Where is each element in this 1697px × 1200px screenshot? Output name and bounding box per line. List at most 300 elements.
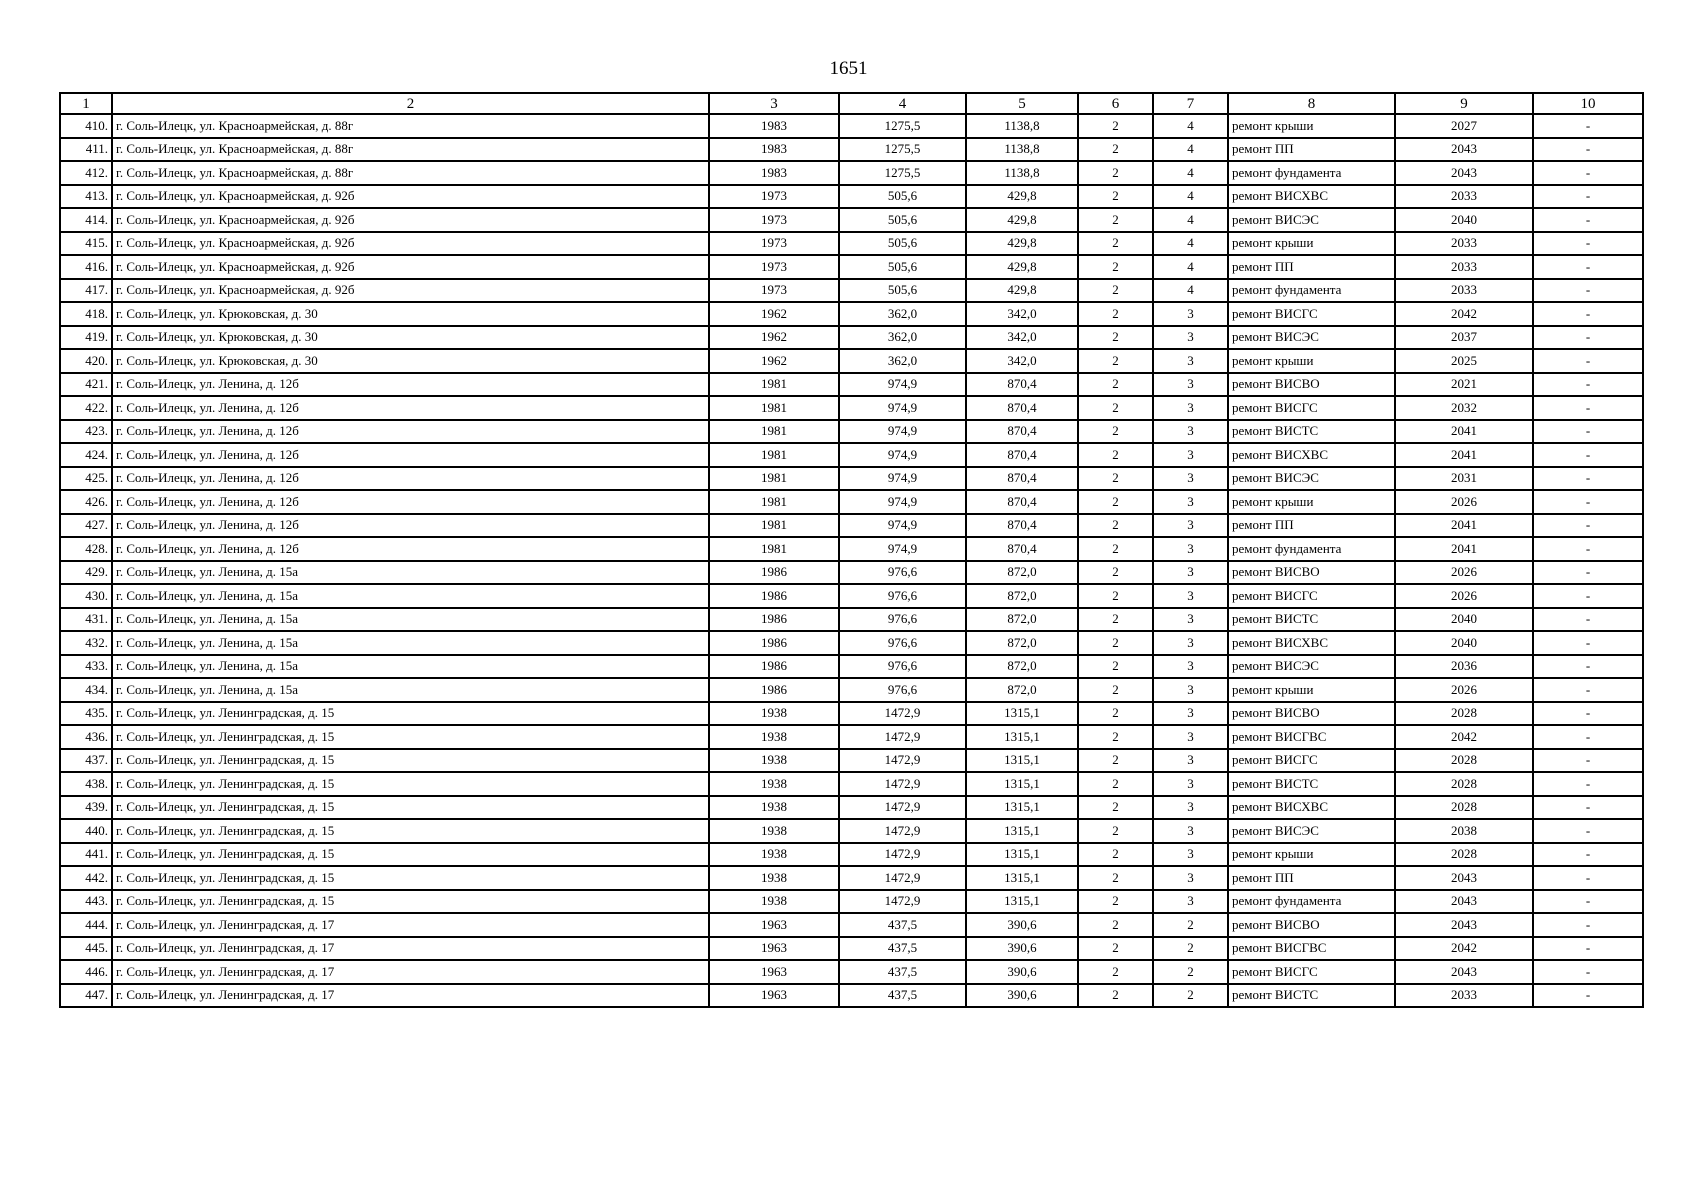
cell-repair-type: ремонт ВИСГС (1228, 749, 1395, 773)
cell-row-number: 431. (60, 608, 112, 632)
cell-build-year: 1986 (709, 608, 839, 632)
cell-floors: 3 (1153, 749, 1228, 773)
table-row (60, 772, 1643, 796)
cell-address: г. Соль-Илецк, ул. Ленина, д. 12б (112, 467, 709, 491)
cell-repair-year: 2038 (1395, 819, 1533, 843)
cell-floors-min: 2 (1078, 608, 1153, 632)
cell-note: - (1533, 772, 1643, 796)
cell-living-area: 1315,1 (966, 725, 1078, 749)
table-row (60, 984, 1643, 1008)
column-header-1: 1 (60, 93, 112, 114)
table-row (60, 608, 1643, 632)
table-row (60, 420, 1643, 444)
cell-floors-min: 2 (1078, 843, 1153, 867)
cell-repair-year: 2026 (1395, 584, 1533, 608)
cell-floors-min: 2 (1078, 537, 1153, 561)
column-header-3: 3 (709, 93, 839, 114)
cell-floors-min: 2 (1078, 302, 1153, 326)
cell-repair-year: 2043 (1395, 161, 1533, 185)
cell-living-area: 1315,1 (966, 772, 1078, 796)
cell-repair-year: 2036 (1395, 655, 1533, 679)
cell-repair-year: 2028 (1395, 749, 1533, 773)
cell-floors-min: 2 (1078, 326, 1153, 350)
table-row (60, 655, 1643, 679)
cell-total-area: 362,0 (839, 349, 966, 373)
cell-note: - (1533, 490, 1643, 514)
cell-floors: 3 (1153, 843, 1228, 867)
cell-note: - (1533, 937, 1643, 961)
cell-address: г. Соль-Илецк, ул. Ленина, д. 15а (112, 631, 709, 655)
cell-floors: 3 (1153, 772, 1228, 796)
cell-build-year: 1938 (709, 843, 839, 867)
table-row (60, 843, 1643, 867)
cell-address: г. Соль-Илецк, ул. Ленинградская, д. 15 (112, 796, 709, 820)
cell-row-number: 416. (60, 255, 112, 279)
cell-repair-year: 2025 (1395, 349, 1533, 373)
cell-floors: 3 (1153, 866, 1228, 890)
table-row (60, 467, 1643, 491)
cell-note: - (1533, 443, 1643, 467)
cell-floors-min: 2 (1078, 772, 1153, 796)
cell-note: - (1533, 655, 1643, 679)
cell-build-year: 1973 (709, 255, 839, 279)
cell-row-number: 429. (60, 561, 112, 585)
cell-living-area: 342,0 (966, 349, 1078, 373)
cell-floors: 3 (1153, 349, 1228, 373)
cell-repair-type: ремонт ВИСХВС (1228, 796, 1395, 820)
cell-note: - (1533, 960, 1643, 984)
cell-repair-year: 2033 (1395, 232, 1533, 256)
cell-row-number: 424. (60, 443, 112, 467)
table-row (60, 373, 1643, 397)
cell-address: г. Соль-Илецк, ул. Крюковская, д. 30 (112, 326, 709, 350)
cell-total-area: 437,5 (839, 913, 966, 937)
cell-floors-min: 2 (1078, 255, 1153, 279)
cell-living-area: 872,0 (966, 608, 1078, 632)
cell-build-year: 1981 (709, 537, 839, 561)
cell-floors-min: 2 (1078, 420, 1153, 444)
table-row (60, 114, 1643, 138)
cell-repair-year: 2042 (1395, 725, 1533, 749)
cell-note: - (1533, 796, 1643, 820)
cell-living-area: 870,4 (966, 490, 1078, 514)
cell-total-area: 976,6 (839, 678, 966, 702)
cell-row-number: 447. (60, 984, 112, 1008)
cell-repair-type: ремонт ВИСХВС (1228, 631, 1395, 655)
cell-repair-year: 2021 (1395, 373, 1533, 397)
cell-floors: 3 (1153, 819, 1228, 843)
cell-repair-year: 2041 (1395, 443, 1533, 467)
table-row (60, 631, 1643, 655)
page-number: 1651 (829, 58, 868, 79)
cell-repair-year: 2043 (1395, 890, 1533, 914)
cell-build-year: 1981 (709, 420, 839, 444)
table-row (60, 302, 1643, 326)
cell-living-area: 1138,8 (966, 114, 1078, 138)
cell-living-area: 390,6 (966, 937, 1078, 961)
cell-floors-min: 2 (1078, 796, 1153, 820)
cell-repair-type: ремонт ВИСХВС (1228, 443, 1395, 467)
cell-living-area: 1315,1 (966, 843, 1078, 867)
cell-row-number: 410. (60, 114, 112, 138)
cell-row-number: 415. (60, 232, 112, 256)
table-header-row (60, 93, 1643, 114)
column-header-7: 7 (1153, 93, 1228, 114)
cell-total-area: 1472,9 (839, 819, 966, 843)
cell-living-area: 342,0 (966, 302, 1078, 326)
cell-address: г. Соль-Илецк, ул. Ленинградская, д. 15 (112, 819, 709, 843)
cell-floors-min: 2 (1078, 678, 1153, 702)
table-row (60, 185, 1643, 209)
cell-build-year: 1938 (709, 702, 839, 726)
cell-repair-type: ремонт ВИСЭС (1228, 467, 1395, 491)
cell-note: - (1533, 866, 1643, 890)
cell-living-area: 872,0 (966, 678, 1078, 702)
cell-repair-year: 2041 (1395, 514, 1533, 538)
cell-floors-min: 2 (1078, 138, 1153, 162)
cell-repair-type: ремонт ВИСГВС (1228, 725, 1395, 749)
cell-build-year: 1962 (709, 349, 839, 373)
cell-repair-year: 2033 (1395, 255, 1533, 279)
cell-floors: 2 (1153, 913, 1228, 937)
cell-floors-min: 2 (1078, 937, 1153, 961)
cell-row-number: 413. (60, 185, 112, 209)
cell-build-year: 1938 (709, 890, 839, 914)
cell-note: - (1533, 702, 1643, 726)
cell-floors: 3 (1153, 584, 1228, 608)
table-row (60, 702, 1643, 726)
cell-total-area: 1472,9 (839, 866, 966, 890)
cell-floors: 4 (1153, 255, 1228, 279)
cell-repair-type: ремонт крыши (1228, 232, 1395, 256)
cell-address: г. Соль-Илецк, ул. Красноармейская, д. 92б (112, 279, 709, 303)
cell-note: - (1533, 208, 1643, 232)
cell-repair-year: 2028 (1395, 843, 1533, 867)
cell-floors: 2 (1153, 937, 1228, 961)
cell-floors-min: 2 (1078, 349, 1153, 373)
cell-floors-min: 2 (1078, 185, 1153, 209)
cell-address: г. Соль-Илецк, ул. Ленинградская, д. 17 (112, 913, 709, 937)
cell-repair-type: ремонт ВИСЭС (1228, 326, 1395, 350)
cell-living-area: 1315,1 (966, 866, 1078, 890)
cell-repair-year: 2041 (1395, 420, 1533, 444)
cell-floors-min: 2 (1078, 373, 1153, 397)
cell-floors: 3 (1153, 326, 1228, 350)
cell-build-year: 1981 (709, 396, 839, 420)
cell-total-area: 437,5 (839, 960, 966, 984)
cell-floors-min: 2 (1078, 584, 1153, 608)
cell-build-year: 1986 (709, 678, 839, 702)
cell-floors: 3 (1153, 655, 1228, 679)
cell-floors: 3 (1153, 420, 1228, 444)
cell-row-number: 422. (60, 396, 112, 420)
cell-address: г. Соль-Илецк, ул. Ленина, д. 12б (112, 420, 709, 444)
cell-floors: 4 (1153, 232, 1228, 256)
cell-row-number: 425. (60, 467, 112, 491)
cell-repair-type: ремонт ВИСЭС (1228, 208, 1395, 232)
cell-row-number: 444. (60, 913, 112, 937)
cell-note: - (1533, 138, 1643, 162)
cell-repair-type: ремонт ВИСХВС (1228, 185, 1395, 209)
cell-row-number: 420. (60, 349, 112, 373)
cell-build-year: 1938 (709, 796, 839, 820)
cell-address: г. Соль-Илецк, ул. Красноармейская, д. 92б (112, 232, 709, 256)
cell-total-area: 362,0 (839, 326, 966, 350)
cell-note: - (1533, 467, 1643, 491)
cell-repair-year: 2043 (1395, 913, 1533, 937)
cell-floors: 3 (1153, 608, 1228, 632)
table-row (60, 678, 1643, 702)
cell-total-area: 974,9 (839, 490, 966, 514)
cell-floors: 4 (1153, 185, 1228, 209)
cell-repair-type: ремонт ПП (1228, 514, 1395, 538)
cell-repair-year: 2027 (1395, 114, 1533, 138)
cell-repair-type: ремонт ВИСГС (1228, 584, 1395, 608)
column-header-6: 6 (1078, 93, 1153, 114)
table-row (60, 349, 1643, 373)
cell-build-year: 1938 (709, 819, 839, 843)
cell-row-number: 440. (60, 819, 112, 843)
cell-build-year: 1973 (709, 232, 839, 256)
cell-address: г. Соль-Илецк, ул. Ленина, д. 15а (112, 655, 709, 679)
cell-floors-min: 2 (1078, 984, 1153, 1008)
cell-floors-min: 2 (1078, 913, 1153, 937)
cell-build-year: 1938 (709, 749, 839, 773)
cell-repair-type: ремонт ПП (1228, 866, 1395, 890)
cell-living-area: 870,4 (966, 537, 1078, 561)
cell-living-area: 1315,1 (966, 796, 1078, 820)
cell-floors-min: 2 (1078, 725, 1153, 749)
cell-total-area: 362,0 (839, 302, 966, 326)
cell-row-number: 438. (60, 772, 112, 796)
table-row (60, 514, 1643, 538)
cell-repair-type: ремонт ПП (1228, 138, 1395, 162)
table-row (60, 537, 1643, 561)
cell-total-area: 1472,9 (839, 796, 966, 820)
cell-note: - (1533, 279, 1643, 303)
cell-row-number: 432. (60, 631, 112, 655)
cell-repair-year: 2028 (1395, 772, 1533, 796)
table-row (60, 255, 1643, 279)
cell-living-area: 390,6 (966, 913, 1078, 937)
cell-floors: 3 (1153, 561, 1228, 585)
cell-address: г. Соль-Илецк, ул. Крюковская, д. 30 (112, 349, 709, 373)
cell-note: - (1533, 819, 1643, 843)
cell-row-number: 419. (60, 326, 112, 350)
cell-address: г. Соль-Илецк, ул. Ленина, д. 12б (112, 396, 709, 420)
cell-floors-min: 2 (1078, 490, 1153, 514)
cell-living-area: 429,8 (966, 255, 1078, 279)
cell-repair-year: 2032 (1395, 396, 1533, 420)
cell-floors: 3 (1153, 537, 1228, 561)
cell-floors-min: 2 (1078, 208, 1153, 232)
cell-repair-year: 2043 (1395, 138, 1533, 162)
cell-build-year: 1981 (709, 373, 839, 397)
cell-build-year: 1963 (709, 984, 839, 1008)
cell-floors: 3 (1153, 302, 1228, 326)
cell-living-area: 870,4 (966, 396, 1078, 420)
cell-address: г. Соль-Илецк, ул. Ленинградская, д. 17 (112, 960, 709, 984)
cell-floors: 3 (1153, 702, 1228, 726)
cell-note: - (1533, 185, 1643, 209)
cell-address: г. Соль-Илецк, ул. Ленинградская, д. 15 (112, 772, 709, 796)
cell-total-area: 505,6 (839, 255, 966, 279)
cell-row-number: 445. (60, 937, 112, 961)
cell-floors: 3 (1153, 631, 1228, 655)
cell-note: - (1533, 114, 1643, 138)
cell-repair-type: ремонт ВИСВО (1228, 913, 1395, 937)
cell-floors: 4 (1153, 138, 1228, 162)
cell-total-area: 976,6 (839, 561, 966, 585)
cell-floors-min: 2 (1078, 960, 1153, 984)
cell-floors-min: 2 (1078, 631, 1153, 655)
cell-repair-type: ремонт фундамента (1228, 279, 1395, 303)
cell-address: г. Соль-Илецк, ул. Ленинградская, д. 15 (112, 866, 709, 890)
cell-note: - (1533, 608, 1643, 632)
cell-floors: 2 (1153, 960, 1228, 984)
cell-address: г. Соль-Илецк, ул. Красноармейская, д. 92б (112, 208, 709, 232)
cell-note: - (1533, 631, 1643, 655)
cell-total-area: 974,9 (839, 537, 966, 561)
cell-build-year: 1981 (709, 490, 839, 514)
cell-floors: 3 (1153, 890, 1228, 914)
cell-repair-year: 2028 (1395, 702, 1533, 726)
table-row (60, 232, 1643, 256)
column-header-5: 5 (966, 93, 1078, 114)
cell-floors-min: 2 (1078, 279, 1153, 303)
cell-address: г. Соль-Илецк, ул. Красноармейская, д. 92б (112, 185, 709, 209)
table-row (60, 937, 1643, 961)
cell-note: - (1533, 373, 1643, 397)
cell-repair-type: ремонт ВИСВО (1228, 373, 1395, 397)
cell-address: г. Соль-Илецк, ул. Ленина, д. 15а (112, 561, 709, 585)
cell-floors: 3 (1153, 678, 1228, 702)
cell-repair-year: 2043 (1395, 960, 1533, 984)
cell-build-year: 1973 (709, 279, 839, 303)
cell-repair-type: ремонт ВИСГС (1228, 302, 1395, 326)
cell-build-year: 1938 (709, 772, 839, 796)
cell-repair-type: ремонт крыши (1228, 349, 1395, 373)
table-row (60, 561, 1643, 585)
cell-address: г. Соль-Илецк, ул. Красноармейская, д. 92б (112, 255, 709, 279)
cell-repair-type: ремонт ВИСГС (1228, 960, 1395, 984)
cell-address: г. Соль-Илецк, ул. Ленина, д. 12б (112, 443, 709, 467)
cell-row-number: 412. (60, 161, 112, 185)
cell-total-area: 974,9 (839, 373, 966, 397)
cell-floors: 4 (1153, 279, 1228, 303)
cell-note: - (1533, 749, 1643, 773)
cell-build-year: 1962 (709, 302, 839, 326)
cell-address: г. Соль-Илецк, ул. Красноармейская, д. 88г (112, 161, 709, 185)
cell-floors-min: 2 (1078, 232, 1153, 256)
cell-note: - (1533, 302, 1643, 326)
cell-repair-type: ремонт ВИСГС (1228, 396, 1395, 420)
cell-floors: 3 (1153, 490, 1228, 514)
cell-repair-type: ремонт крыши (1228, 490, 1395, 514)
cell-total-area: 1472,9 (839, 843, 966, 867)
cell-floors: 3 (1153, 373, 1228, 397)
cell-row-number: 421. (60, 373, 112, 397)
cell-living-area: 1315,1 (966, 749, 1078, 773)
cell-address: г. Соль-Илецк, ул. Ленинградская, д. 15 (112, 843, 709, 867)
cell-total-area: 1472,9 (839, 890, 966, 914)
cell-build-year: 1963 (709, 937, 839, 961)
cell-floors-min: 2 (1078, 866, 1153, 890)
cell-living-area: 872,0 (966, 655, 1078, 679)
cell-row-number: 417. (60, 279, 112, 303)
table-row (60, 960, 1643, 984)
cell-row-number: 435. (60, 702, 112, 726)
cell-living-area: 872,0 (966, 584, 1078, 608)
cell-build-year: 1983 (709, 161, 839, 185)
cell-address: г. Соль-Илецк, ул. Красноармейская, д. 88г (112, 114, 709, 138)
cell-row-number: 437. (60, 749, 112, 773)
cell-repair-type: ремонт ВИСВО (1228, 702, 1395, 726)
column-header-4: 4 (839, 93, 966, 114)
cell-repair-year: 2037 (1395, 326, 1533, 350)
cell-repair-year: 2033 (1395, 279, 1533, 303)
cell-repair-type: ремонт ВИСТС (1228, 772, 1395, 796)
cell-row-number: 436. (60, 725, 112, 749)
cell-note: - (1533, 913, 1643, 937)
cell-floors: 3 (1153, 396, 1228, 420)
cell-total-area: 1472,9 (839, 702, 966, 726)
cell-note: - (1533, 514, 1643, 538)
cell-address: г. Соль-Илецк, ул. Ленинградская, д. 17 (112, 984, 709, 1008)
cell-living-area: 870,4 (966, 514, 1078, 538)
cell-repair-type: ремонт ВИСТС (1228, 420, 1395, 444)
cell-build-year: 1986 (709, 561, 839, 585)
housing-repair-table (59, 92, 1644, 1008)
cell-note: - (1533, 232, 1643, 256)
cell-note: - (1533, 161, 1643, 185)
cell-repair-year: 2043 (1395, 866, 1533, 890)
cell-note: - (1533, 255, 1643, 279)
cell-living-area: 390,6 (966, 960, 1078, 984)
cell-total-area: 505,6 (839, 279, 966, 303)
cell-row-number: 443. (60, 890, 112, 914)
cell-repair-year: 2026 (1395, 561, 1533, 585)
cell-repair-year: 2041 (1395, 537, 1533, 561)
table-row (60, 208, 1643, 232)
cell-living-area: 429,8 (966, 185, 1078, 209)
cell-repair-year: 2040 (1395, 631, 1533, 655)
cell-repair-type: ремонт крыши (1228, 114, 1395, 138)
cell-repair-type: ремонт ВИСВО (1228, 561, 1395, 585)
cell-total-area: 976,6 (839, 608, 966, 632)
cell-build-year: 1986 (709, 655, 839, 679)
column-header-9: 9 (1395, 93, 1533, 114)
cell-total-area: 1275,5 (839, 138, 966, 162)
cell-floors-min: 2 (1078, 114, 1153, 138)
cell-address: г. Соль-Илецк, ул. Крюковская, д. 30 (112, 302, 709, 326)
cell-total-area: 974,9 (839, 467, 966, 491)
cell-row-number: 433. (60, 655, 112, 679)
cell-row-number: 428. (60, 537, 112, 561)
cell-address: г. Соль-Илецк, ул. Ленина, д. 12б (112, 373, 709, 397)
cell-build-year: 1986 (709, 631, 839, 655)
cell-build-year: 1963 (709, 960, 839, 984)
cell-living-area: 429,8 (966, 279, 1078, 303)
cell-floors-min: 2 (1078, 514, 1153, 538)
cell-row-number: 434. (60, 678, 112, 702)
cell-repair-year: 2042 (1395, 302, 1533, 326)
table-row (60, 913, 1643, 937)
cell-build-year: 1938 (709, 866, 839, 890)
cell-note: - (1533, 843, 1643, 867)
cell-repair-type: ремонт фундамента (1228, 161, 1395, 185)
cell-floors: 3 (1153, 467, 1228, 491)
